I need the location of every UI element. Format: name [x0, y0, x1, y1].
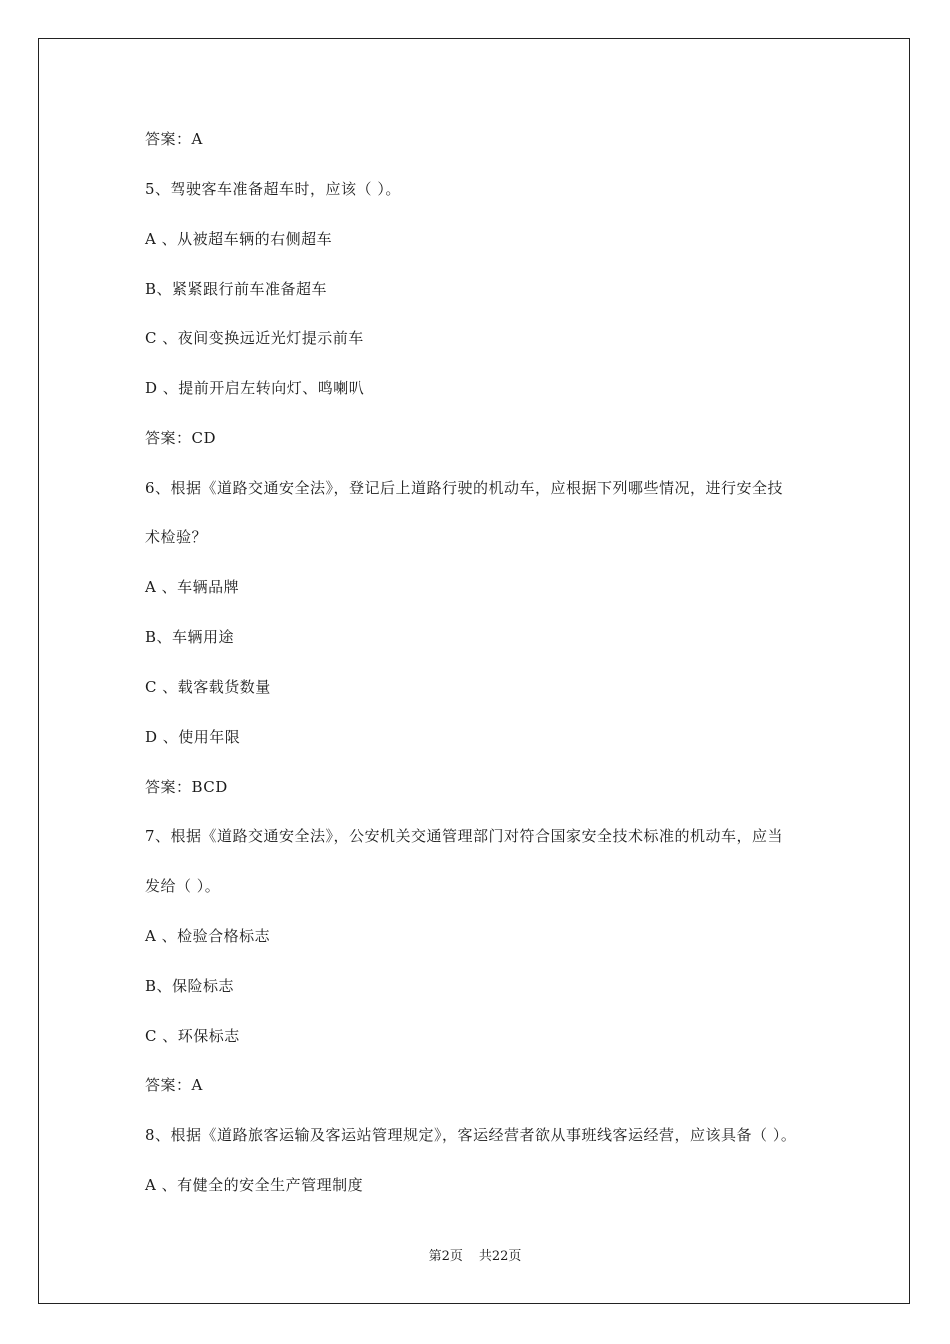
page-total: 共22页 — [478, 1249, 522, 1264]
option-line: B、保险标志 — [145, 977, 235, 995]
question-6: 6、根据《道路交通安全法》，登记后上道路行驶的机动车，应根据下列哪些情况，进行安全技 — [145, 479, 784, 497]
option-line: B、紧紧跟行前车准备超车 — [145, 280, 328, 298]
answer-line: 答案：A — [145, 1076, 203, 1094]
answer-line: 答案：BCD — [145, 778, 228, 796]
question-8: 8、根据《道路旅客运输及客运站管理规定》，客运经营者欲从事班线客运经营，应该具备（ ）。 — [145, 1126, 797, 1144]
question-5: 5、驾驶客车准备超车时，应该（ ）。 — [145, 180, 401, 198]
option-line: A 、从被超车辆的右侧超车 — [145, 230, 333, 248]
option-line: B、车辆用途 — [145, 628, 235, 646]
question-7: 7、根据《道路交通安全法》，公安机关交通管理部门对符合国家安全技术标准的机动车，应当 — [145, 827, 784, 845]
answer-line: 答案：CD — [145, 429, 217, 447]
option-line: A 、检验合格标志 — [145, 927, 271, 945]
option-line: A 、车辆品牌 — [145, 578, 240, 596]
option-line: C 、环保标志 — [145, 1027, 240, 1045]
option-line: A 、有健全的安全生产管理制度 — [145, 1176, 364, 1194]
question-6-continued: 术检验？ — [145, 528, 208, 546]
option-line: C 、夜间变换远近光灯提示前车 — [145, 329, 364, 347]
option-line: D 、提前开启左转向灯、鸣喇叭 — [145, 379, 365, 397]
page-border — [38, 38, 910, 1304]
question-7-continued: 发给（ ）。 — [145, 877, 221, 895]
option-line: C 、载客载货数量 — [145, 678, 271, 696]
option-line: D 、使用年限 — [145, 728, 241, 746]
page-footer — [0, 1248, 950, 1266]
answer-line: 答案：A — [145, 130, 203, 148]
page-number: 第2页 — [428, 1249, 463, 1264]
